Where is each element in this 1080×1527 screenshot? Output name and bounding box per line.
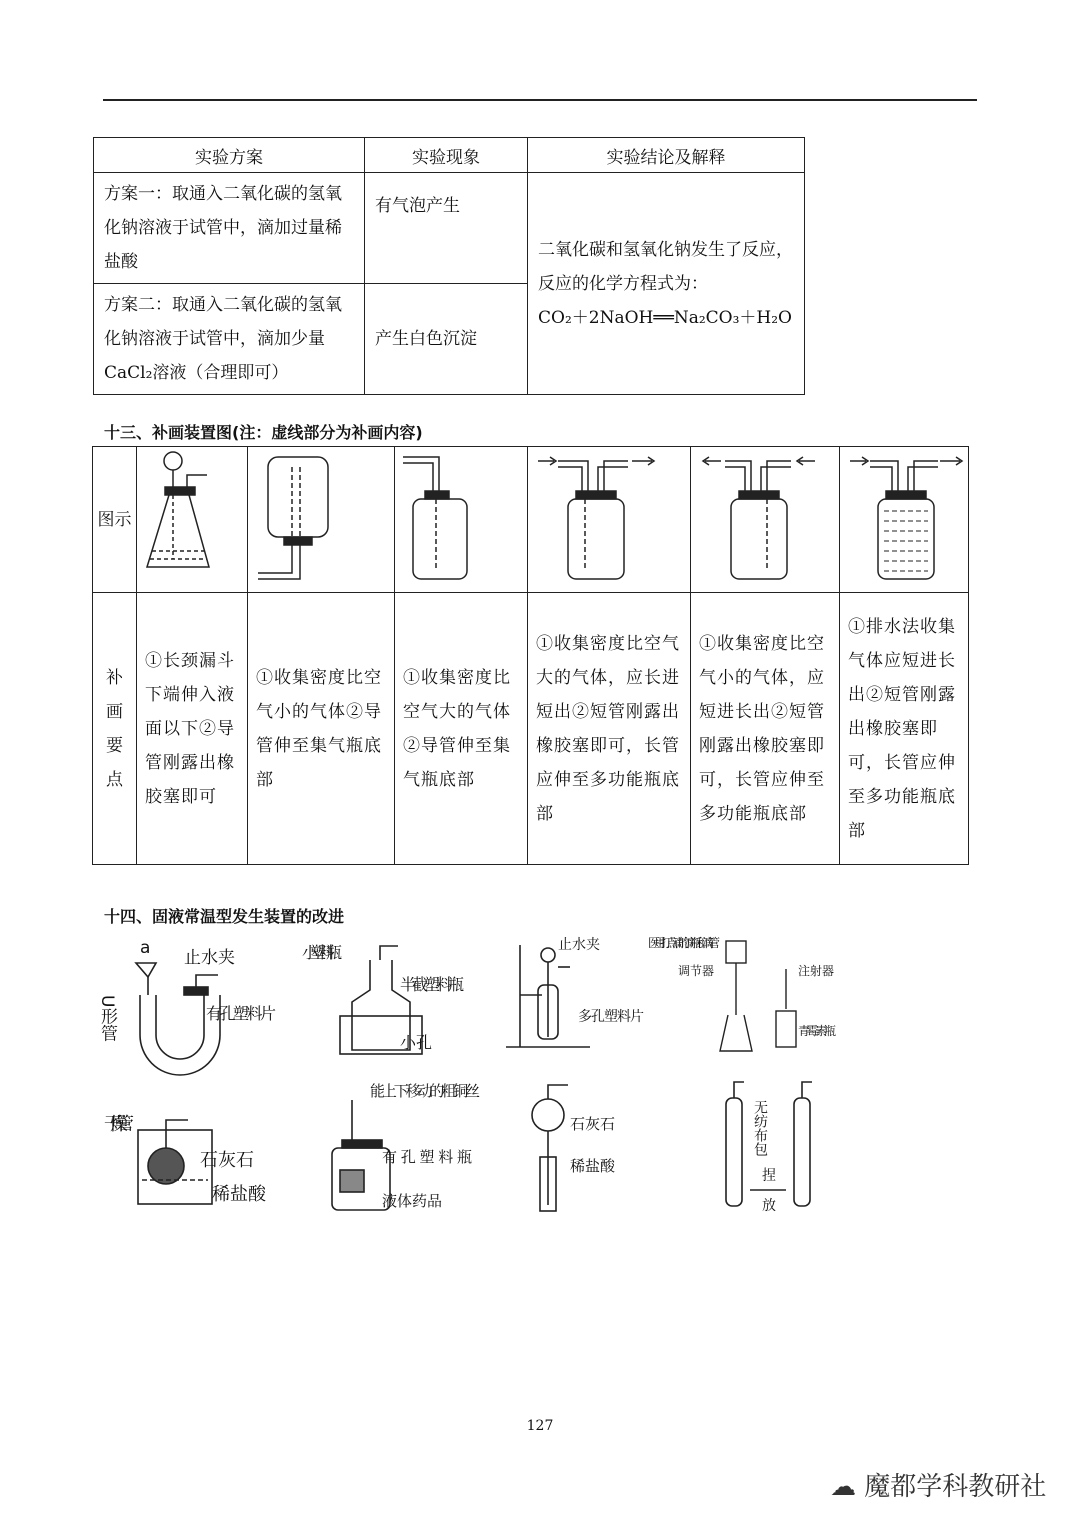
plastic-bottle-apparatus	[300, 940, 480, 1060]
label-perforated-plate: 有孔塑料片	[206, 1004, 276, 1023]
experiment-table	[93, 137, 805, 395]
nonwoven-bag-apparatus	[720, 1078, 850, 1218]
separatory-funnel-apparatus	[520, 1075, 650, 1215]
label-small-bottle: 小塑料瓶	[302, 943, 342, 962]
conical-flask-icon	[137, 447, 247, 587]
conclusion-cell	[528, 173, 805, 395]
label-copper-wire: 能上下移动的粗铜丝	[370, 1082, 480, 1100]
figure-cell	[691, 447, 840, 593]
row-label-points: 补画要点	[93, 593, 137, 865]
gas-bottle-icon	[395, 447, 527, 587]
figure-cell	[840, 447, 969, 593]
copper-wire-apparatus	[330, 1080, 490, 1215]
plan-cell: 方案二：取通入二氧化碳的氢氧化钠溶液于试管中，滴加少量CaCl₂溶液（合理即可）	[94, 284, 365, 395]
label-small-hole: 小孔	[400, 1033, 433, 1052]
section-13-heading: 十三、补画装置图(注：虚线部分为补画内容)	[104, 423, 423, 442]
figure-cell	[528, 447, 691, 593]
section-14-heading: 十四、固液常温型发生装置的改进	[104, 907, 345, 926]
table-header: 实验现象	[365, 138, 528, 173]
point-cell: ①长颈漏斗下端伸入液面以下②导管刚露出橡胶塞即可	[137, 593, 248, 865]
label-dilute-hcl-2: 稀盐酸	[570, 1157, 616, 1175]
phenomenon-cell: 有气泡产生	[365, 173, 528, 284]
watermark	[830, 1466, 1046, 1503]
apparatus-table	[92, 446, 969, 865]
header-rule	[103, 99, 977, 101]
point-cell: ①排水法收集气体应短进长出②短管刚露出橡胶塞即可，长管应伸至多功能瓶底部	[840, 593, 969, 865]
row-label-figure: 图示	[93, 447, 137, 593]
figure-cell	[248, 447, 395, 593]
water-displacement-bottle-icon	[840, 447, 968, 587]
label-perforated-bottle: 有孔塑料瓶	[382, 1148, 472, 1166]
watermark-text: 魔都学科教研社	[864, 1472, 1047, 1502]
table-header: 实验方案	[94, 138, 365, 173]
label-porous-plate: 多孔塑料片	[578, 1009, 644, 1025]
label-drying-tube: 干燥管	[104, 1114, 134, 1135]
label-squeeze: 捏	[762, 1168, 776, 1184]
equation-text: CO₂＋2NaOH══Na₂CO₃＋H₂O	[538, 307, 792, 328]
wechat-icon: ☁	[830, 1472, 856, 1502]
label-limestone-2: 石灰石	[570, 1115, 616, 1133]
figure-cell	[395, 447, 528, 593]
drying-tube-apparatus	[100, 1100, 310, 1210]
label-dilute-hcl: 稀盐酸	[212, 1184, 266, 1205]
label-regulator: 调节器	[678, 964, 715, 978]
point-cell: ①收集密度比空气小的气体②导管伸至集气瓶底部	[248, 593, 395, 865]
label-u-tube: U形管	[97, 995, 117, 1042]
page-number: 127	[526, 1418, 554, 1434]
label-liquid-drug: 液体药品	[382, 1192, 443, 1210]
table-header: 实验结论及解释	[528, 138, 805, 173]
label-limestone: 石灰石	[200, 1150, 254, 1171]
inverted-bottle-icon	[248, 447, 394, 587]
label-syringe: 注射器	[798, 964, 835, 978]
label-half-bottle: 半截塑料瓶	[400, 975, 464, 994]
point-cell: ①收集密度比空气大的气体，应长进短出②短管刚露出橡胶塞即可，长管应伸至多功能瓶底部	[528, 593, 691, 865]
label-release: 放	[762, 1198, 776, 1214]
label-penicillin-bottle: 青霉素瓶	[798, 1024, 836, 1038]
point-cell: ①收集密度比空气小的气体，应短进长出②短管刚露出橡胶塞即可，长管应伸至多功能瓶底部	[691, 593, 840, 865]
conclusion-text: 二氧化碳和氢氧化钠发生了反应，反应的化学方程式为：	[538, 239, 793, 294]
point-cell: ①收集密度比空气大的气体②导管伸至集气瓶底部	[395, 593, 528, 865]
u-tube-apparatus	[97, 935, 290, 1070]
stand-tube-apparatus	[500, 935, 650, 1055]
drip-syringe-apparatus	[648, 935, 838, 1060]
plan-cell: 方案一：取通入二氧化碳的氢氧化钠溶液于试管中，滴加过量稀盐酸	[94, 173, 365, 284]
phenomenon-cell: 产生白色沉淀	[365, 284, 528, 395]
label-drip-bottle: 医用打点滴的滴瓶和滴管	[648, 936, 720, 950]
label-nonwoven-bag: 无纺布包	[752, 1100, 768, 1156]
label-a: a	[140, 938, 151, 958]
label-stop-clamp-2: 止水夹	[558, 937, 600, 953]
multi-bottle-short-in-icon	[691, 447, 839, 587]
label-stop-clamp: 止水夹	[184, 948, 235, 968]
multi-bottle-long-in-icon	[528, 447, 690, 587]
figure-cell	[137, 447, 248, 593]
